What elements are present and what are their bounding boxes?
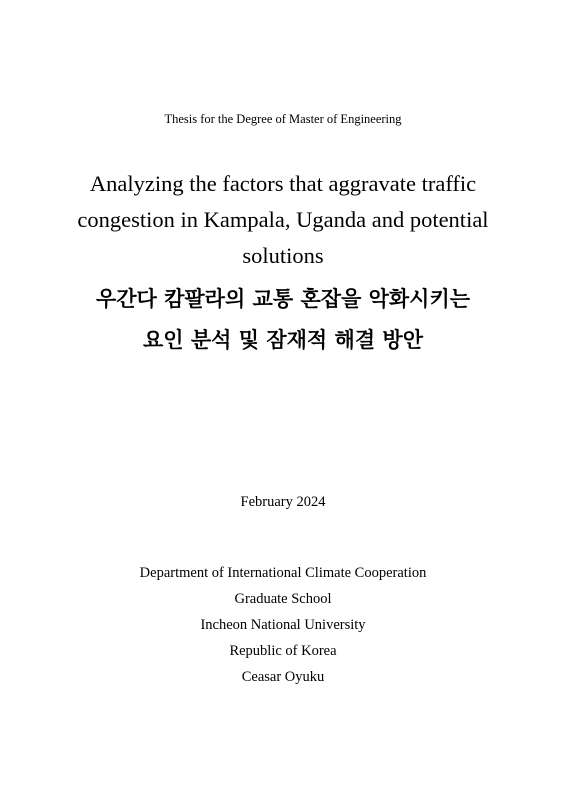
degree-statement: Thesis for the Degree of Master of Engineering — [164, 112, 402, 126]
submission-date: February 2024 — [240, 494, 326, 510]
university-name: Incheon National University — [200, 617, 366, 633]
english-title-line-1: Analyzing the factors that aggravate traffic — [89, 171, 477, 196]
author-name: Ceasar Oyuku — [241, 669, 325, 685]
department-name: Department of International Climate Cooperation — [139, 565, 427, 581]
english-title-line-2: congestion in Kampala, Uganda and potential — [77, 207, 489, 232]
korean-title-line-2: 요인 분석 및 잠재적 해결 방안 — [143, 328, 423, 352]
country-name: Republic of Korea — [229, 643, 337, 659]
english-title-line-3: solutions — [242, 243, 324, 268]
korean-title-line-1: 우간다 캄팔라의 교통 혼잡을 악화시키는 — [95, 287, 471, 311]
school-name: Graduate School — [234, 591, 332, 607]
